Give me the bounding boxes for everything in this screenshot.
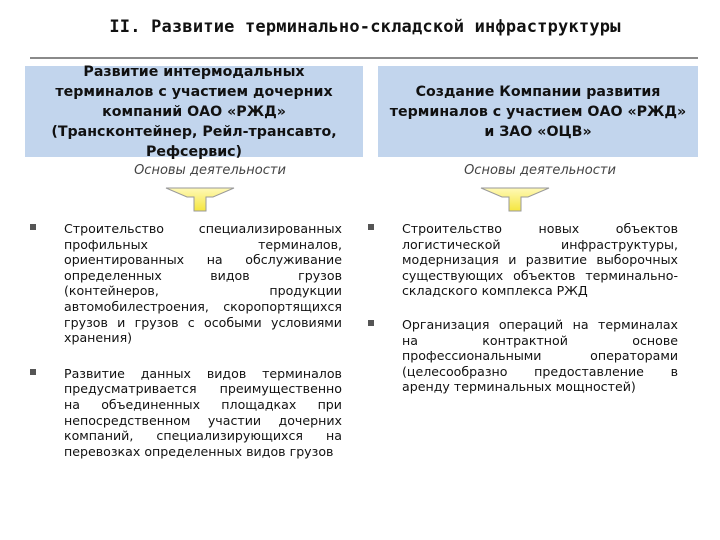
right-basis-label: Основы деятельности [464, 163, 616, 178]
list-item-text: Строительство специализированных профильных терминалов, ориентированных на обслуживание определенных видов грузов (контейнеров, продукции автомобилестроения, скоропортящихся грузов и грузов с особыми условиями хранения) [64, 221, 342, 346]
list-item-text: Организация операций на терминалах на контрактной основе профессиональными операторами (целесообразно предоставление в аренду терминальных мощностей) [402, 316, 678, 395]
left-bullet-list [30, 221, 342, 479]
title-divider [30, 57, 698, 59]
page-title: II. Развитие терминально-складской инфраструктуры [109, 17, 621, 37]
left-heading-text: Развитие интермодальных терминалов с участием дочерних компаний ОАО «РЖД» (Трансконтейнер, Рейл-трансавто, Рефсервис) [51, 63, 337, 160]
down-arrow-icon [165, 185, 235, 213]
list-item [368, 317, 678, 395]
list-item [30, 221, 342, 346]
left-heading-box [25, 63, 363, 160]
list-item-text: Строительство новых объектов логистической инфраструктуры, модернизация и развитие выборочных существующих объектов терминально-складского комплекса РЖД [402, 221, 678, 299]
list-item [30, 366, 342, 460]
square-bullet-icon [30, 369, 36, 375]
down-arrow-icon [480, 185, 550, 213]
square-bullet-icon [30, 224, 36, 230]
right-heading-text: Создание Компании развития терминалов с участием ОАО «РЖД» и ЗАО «ОЦВ» [389, 83, 687, 140]
list-item-text: Развитие данных видов терминалов предусматривается преимущественно на объединенных площадках при непосредственном участии дочерних компаний, специализирующихся на перевозках определенных видов грузов [64, 365, 342, 459]
square-bullet-icon [368, 224, 374, 230]
list-item [368, 221, 678, 299]
square-bullet-icon [368, 320, 374, 326]
left-basis-label: Основы деятельности [134, 163, 286, 178]
right-bullet-list [368, 221, 678, 415]
right-heading-box [378, 66, 698, 157]
